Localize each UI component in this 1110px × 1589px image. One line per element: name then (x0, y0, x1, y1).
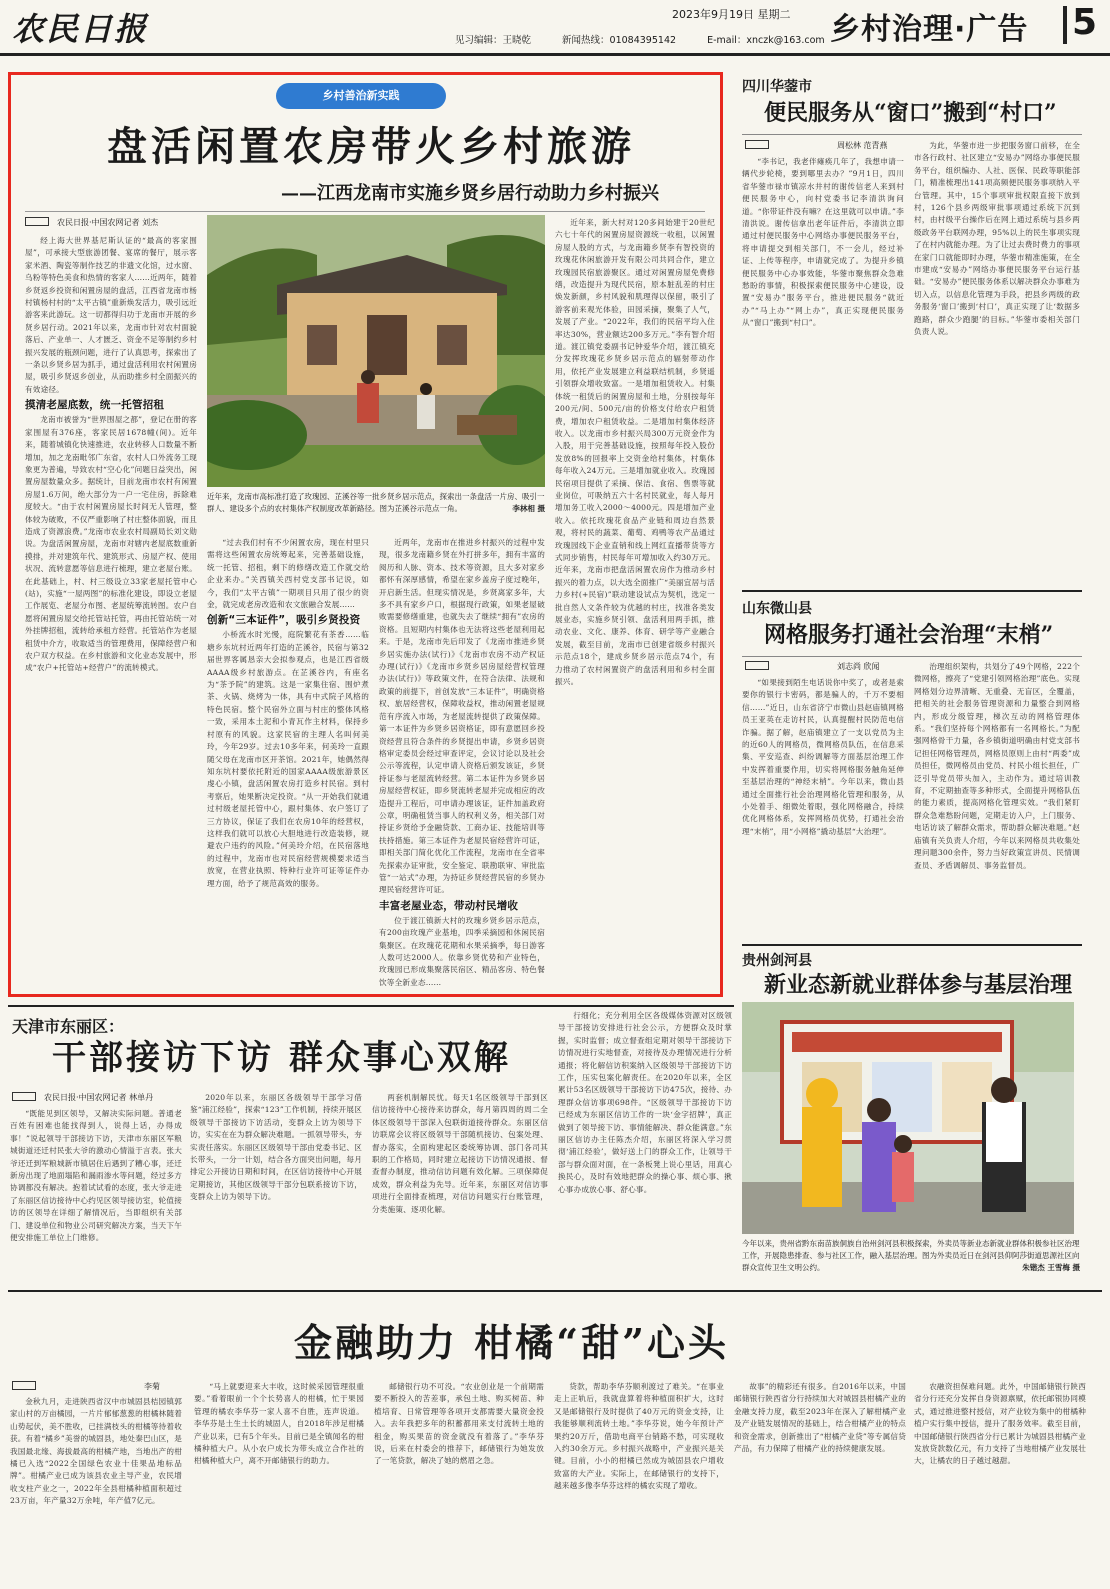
divider (8, 1290, 1102, 1292)
lead-column-4: 近年来，新大村对120多间始建于20世纪六七十年代的闲置房屋资源统一收租，以闲置房屋人股的方式，与龙南籍乡贤李有智投资的玫瑰花休闲旅游开发有限公司共同合作，建立玫瑰园民宿旅游聚区。通过对闲置房屋免费修缮，改造提升为现代民宿，原本脏乱差的村庄焕发新颜，乡村风貌和肌理得以保留，吸引了游客前来观光体验，田园采摘，聚集了人气，发展了产业。“2022年，我们的民宿平均入住率达30%，营业额达200多万元。”李有智介绍道。渡江镇党委副书记钟爱华介绍，渡江镇充分发挥玫瑰花乡贤乡居示范点的辐射带动作用，依托产业发展建立利益联结机制，乡贤遥引领群众增收致富。一是增加租赁收入。村集体统一租赁后的闲置房屋和土地，分别按每年200元/间、500元/亩的价格支付给农户租赁费，增加农户租赁收益。二是增加村集体经济收入。以龙南市乡村振兴局300万元资金作为入股，用于完善基础设施，按照每年投入股份发放8%的回报率上交资金给村集体，村集体每年收入24万元。三是增加就业收入。玫瑰园民宿项目提供了采摘、保洁、食宿、售票等就业岗位，可吸纳五六十名村民就业，每人每月增加务工收入2000～4000元。四是增加产业收入。依托玫瑰花食品产业链和周边自然景观，将村民的蔬菜、葡萄、鸡鸭等农产品通过玫瑰园线下企业直销和线上网红直播带货等方式同步销售，村民每年可增加收入约30万元。近年来，龙南市把盘活闲置农房作为推动乡村振兴的着力点，以大选全面推广“美丽宜居与活力乡村(+民宿)”联动建设试点为契机，选定一批自然人文条件较为优越的村庄，找准各类发展业态，实施乡贤引领、盘活利用两手抓，推动农业、文化、康养、体育、研学等产业融合发展，截至目前，龙南市已创建省级乡村振兴示范点18个，建成乡贤乡居示范点74个，有力推动了农村闲置资产的盘活利用和乡村全面振兴。 (555, 218, 715, 687)
lead-photo (207, 215, 545, 487)
lead-column-3: 近两年，龙南市在推进乡村振兴的过程中发现，很多龙南籍乡贤在外打拼多年，拥有丰富的阅历和人脉、资本、技术等资源，且大多对家乡都怀有深厚感情，希望在家乡盖房子度过晚年，开启新生活。但现实情况是，乡贤离家多年，大多不具有家乡户口，根据现行政策，如果老屋破败需要修缮重建，也就失去了继续“拥有”农房的资格。且短期内村集体也无法将这些老屋利用起来。于是，龙南市先后印发了《龙南市推进乡贤乡居实施办法(试行)》《龙南市农房不动产权证办理(试行)》《龙南市乡贤乡居房屋经营权管理办法(试行)》等政策文件，在符合法律、法规和政策的前提下，首创发放“三本证件”，明确资格权、旅居经营权，保障收益权，推动闲置老屋规范有序流入市场，为老屋流转提供了政策保障。第一本证件为乡贤乡居资格证，即有意愿回乡投资经营且符合条件的乡贤提出申请，乡贤乡居资格审定委员会经过审查评定，会议讨论以及社会公示等流程，认定申请人资格后颁发该证，乡贤持证参与老屋流转经营。第二本证件为乡贤乡居房屋经营权证，即乡贤流转老屋并完成相应的改造提升工程后，可申请办理该证，证件加盖政府公章，明确租赁当事人的权利义务，相关部门对持证乡贤给予金融贷款、工商办证、技能培训等扶持措施。第三本证件为老屋民宿经营许可证，即相关部门简化优化工作流程，龙南市在全省率先探索办证审批，安全鉴定、联勘联审、审批监管“一站式”办理，为持证乡贤经营民宿的乡贤办理民宿经营许可证。 丰富老屋业态，带动村民增收 位于渡江镇新大村的玫瑰乡贤乡居示范点，有200亩玫瑰产业基地，四季采摘园和休闲民宿集聚区。在玫瑰花花期和水果采摘季，每日游客人数可达2000人。依靠乡贤优势和产业特色，玫瑰园已形成集聚落民宿区、精品客房、特色餐饮等全新业态…… (379, 538, 545, 987)
lead-subheadline: ——江西龙南市实施乡贤乡居行动助力乡村振兴 (281, 183, 659, 204)
subhead-1: 摸清老屋底数，统一托管招租 (25, 399, 165, 412)
divider (742, 944, 1082, 946)
divider (742, 656, 1082, 657)
tianjin-headline: 干部接访下访 群众事心双解 (52, 1038, 511, 1078)
lead-column-2: “过去我们村有不少闲置农房，现在村里只需将这些闲置农房统筹起来，完善基础设施，统一托管、招租，剩下的修缮改造工作就交给企业来办。”关西镇关西村党支部书记说，如今，我们“太平古镇”一期项目只用了很少的资金，就完成老房改造和农文旅融合发展…… 创新“三本证件”，吸引乡贤投资 小桥流水时光慢，庭院繁花有茶香……临塘乡东坑村近两年打造的芷溪谷，民宿与第32届世界客属恳亲大会拟参观点，也是江西省级AAAA级乡村旅游点。在芷溪谷内，有座名为“茶予院”的建筑。这是一家集住宿、围炉煮茶、火锅、烧烤为一体，具有中式院子风格的特色民宿。整个民宿外立面与村庄的整体风格一致，采用本土泥和小青瓦作主材料，保持乡村原有的风貌。这家民宿的主理人名叫何美玲，今年29岁。过去10多年来，何美玲一直跟随父母在龙南市区开茶馆。2021年，她偶然得知东坑村要依托附近的国家AAAA级旅游景区虔心小镇，盘活闲置农房打造乡村民宿。到村考察后，她果断决定投资。“从一开始我们就通过村级老屋托管中心，跟村集体、农户签订了三方协议，保证了我们在农房10年的经营权，这样我们就可以放心大胆地进行改造装修，规避农户违约的风险。”何美玲介绍，在民宿落地的过程中，龙南市也对民宿经营规模要求适当放宽，在营业执照、特种行业许可证等证件办理方面，给予了规范高效的服务。 (207, 538, 369, 888)
divider (742, 134, 1082, 135)
lead-story (8, 72, 723, 997)
finance-byline: 李菊 (12, 1381, 160, 1392)
shandong-column-1: “如果接到陌生电话说你中奖了，或者是索要你的银行卡密码，都是骗人的，千万不要相信……”近日，山东省济宁市微山县赵庙镇网格员王亚英在走访村民，认真提醒村民防范电信诈骗。据了解，赵庙镇建立了一支以党员为主的近60人的网格员，微网格员队伍，在信息采集、平安巡查、纠纷调解等方面基层治理工作中发挥着重要作用，切实将网格服务触角延伸至基层治理的“神经末梢”。今年以来，微山县通过全面推行社会治理网格化管理和服务，从小处着手、细微处着眼，强化网格融合，持续优化网格体系，发挥网格员优势，打通社会治理“末梢”，用“小网格”撬动基层“大治理”。 (742, 678, 904, 836)
divider (8, 1005, 734, 1007)
email: E-mail：xnczk@163.com (707, 35, 825, 46)
guizhou-place: 贵州剑河县 (742, 953, 812, 969)
subhead-2: 创新“三本证件”，吸引乡贤投资 (207, 614, 361, 627)
section-title: 乡村治理·广告 (830, 12, 1029, 47)
tianjin-byline: 农民日报·中国农网记者 林单丹 (12, 1092, 153, 1103)
finance-column-5: 故事”的精彩还有很多。自2016年以来，中国邮储银行陕西省分行持续加大对城固县柑橘产业的金融支持力度，截至2023年在深入了解柑橘产业及产业链发展情况的基础上，结合柑橘产业的特点和资金需求，创新推出了“柑橘产业贷”等专属信贷产品，有力保障了柑橘产业的持续健康发展。 (734, 1382, 906, 1454)
sichuan-column-1: “李书记，我老伴瘫痪几年了，我想申请一辆代步轮椅，要到哪里去办？”9月1日，四川省华蓥市禄市镇凉水井村的谢传信老人来到村便民服务中心，向村党委书记李清洪询问道。“你带证件没有嘛？在这里就可以申请。”李清洪说。谢传信拿出老年证件后，李清洪立即通过村便民服务中心网络办事便民服务平台，将申请提交到相关部门，不一会儿，经过补证、上传等程序，申请就完成了。为提升乡镇便民服务中心办事效能，华蓥市聚焦群众急难愁盼的事情，积极探索便民服务中心建设，设置“安易办”服务平台，推进便民服务“就近办”“马上办”“网上办”，真正实现便民服务从“窗口”搬到“村口”。 (742, 157, 904, 328)
page-divider (1063, 6, 1067, 44)
masthead-meta (455, 32, 853, 46)
subhead-3: 丰富老屋业态，带动村民增收 (379, 899, 519, 912)
tianjin-column-1: “既能见到区领导，又解决实际问题。普通老百姓有困难也能找得到人，说得上话，办得成事！”说起领导干部接访下访，天津市东丽区军粮城街道还迁村民张大爷的激动心情溢于言表。张大爷还迁到军粮城新市镇居住后遇到了糟心事，还迁新房出现了地面塌陷和漏雨渗水等问题，经过多方协调都没有解决。抱着试试看的态度，张大爷走进了东丽区信访接待中心约见区领导接访室，轮值接访的区领导在详细了解情况后，当即组织有关部门、建设单位和物业公司研究解决方案，当天下午便安排施工单位上门维修。 (10, 1109, 182, 1243)
finance-column-6: 农融资担保难问题。此外，中国邮储银行陕西省分行还充分发挥自身资源禀赋，依托邮银协同模式，通过推进整村授信，对产业较为集中的柑橘种植户实行集中授信，提升了服务效率。截至目前，中国邮储银行陕西省分行已累计为城固县柑橘产业发放贷款数亿元，有力支持了当地柑橘产业发展壮大，让橘农的日子越过越甜。 (914, 1382, 1086, 1466)
column-tag: 乡村善治新实践 (276, 83, 446, 109)
finance-column-3: 邮储银行功不可没。“农业创业是一个前期需要不断投入的苦差事，承包土地、购买树苗、种植培育、日常管理等各项开支都需要大量资金投入。去年我把多年的积蓄都用来支付流转土地的租金，购买果苗的资金就没有着落了。”李华芬说，后来在村委会的推荐下，邮储银行为她发放了一笔贷款，解决了她的燃眉之急。 (374, 1382, 544, 1466)
lead-column-1: 经上海大世界基尼斯认证的“最高的客家围屋”，可承接大型旅游团餐、宴席的餐厅，展示客家米酒、陶瓷等制作技艺的非遗文化馆，过水窗、乌粉等特色美食和热情的客家人……近两年，随着乡贤返乡投资和闲置房屋的盘活，江西省龙南市杨村镇杨村村的“太平古镇”重新焕发活力，吸引远近游客来此游玩。这一切都得归功于龙南市开展的乡贤乡居行动。2021年以来，龙南市针对农村面貌落后、产业单一、人才匮乏、资金不足等制约乡村振兴发展的瓶颈问题，进行了认真思考，探索出了一条以乡贤乡居为抓手，通过盘活利用农村闲置房屋，吸引乡贤返乡创业，从而助推乡村全面振兴的有效途径。 摸清老屋底数，统一托管招租 龙南市被誉为“世界围屋之都”，登记在册的客家围屋有376座，客家民居1678幢(间)。近年来，随着城镇化快速推进，农业转移人口数量不断增加，加之龙南毗邻广东省，农村人口外流务工现象更为普遍，导致农村“空心化”问题日益突出，闲置房屋数量众多。据统计，目前龙南市农村有闲置房屋1.6万间，绝大部分为一户一宅住房，拆除难度较大。“由于农村闲置房屋长时间无人管理，整体较为破败，不仅严重影响了村庄整体面貌，而且造成了资源浪费。”龙南市农业农村局副局长刘文勋说。为盘活闲置房屋，龙南市对辖内老屋底数重新摸排，并对建筑年代、建筑形式、房屋产权、使用状况、流转意愿等信息进行梳理，建立老屋台账。在此基础上，村、村三级设立33家老屋托管中心(站)，实施“一屋两图”的标准化建设，即设立老屋工作展览、老屋分布图、老屋统筹流转图。农户自愿将闲置房屋交给托管站托管，再由托管站统一对外挂牌招租，流转给承租方经营。托管站作为老屋租赁中介方，收取适当的管理费用，保障经营户和农户双方权益。在乡村旅游和文化业态发展中，形成“农户+托管站+经营户”的流转模式。 (25, 236, 197, 673)
page-number: 5 (1072, 2, 1098, 43)
divider (25, 211, 705, 212)
sichuan-place: 四川华蓥市 (742, 79, 812, 95)
divider (742, 590, 1082, 592)
tianjin-column-2: 2020年以来，东丽区各级领导干部学习借鉴“浦江经验”，探索“123”工作机制，持续开展区级领导干部接访下访活动，变群众上访为领导下访，实实在在为群众解决难题。一抓领导带头，夯实责任落实。东丽区区级领导干部由党委书记、区长带头，一分一计划，结合各方面突出问题，每月排定公开接访日期和时间，在区信访接待中心开展定期接访，其他区级领导干部分包联系接访下访，变群众上访为领导下访。 (190, 1093, 362, 1202)
finance-headline: 金融助力 柑橘“甜”心头 (294, 1320, 729, 1365)
lead-byline: 农民日报·中国农网记者 刘杰 (25, 217, 158, 228)
editor: 见习编辑：王晓乾 (455, 35, 532, 46)
delivery-worker-image (742, 1002, 1074, 1234)
shandong-byline: 刘志尚 欣闻 (745, 661, 880, 672)
tianjin-column-3: 两套机制解民忧。每天1名区级领导干部到区信访接待中心接待来访群众，每月第四周的周二全体区级领导干部深入包联街道接待群众。东丽区信访联席会议将区级领导干部随机接访、包案处理、督办落实，全面构建起区委统筹协调、部门各司其职的工作格局，同时建立起接访下访情况通报、督查督办制度，推动信访问题有效化解。三项保障促成效，群众利益为先导。近年来，东丽区对信访事项进行全面排查梳理，对信访问题实行台账管理，分类施策、逐项化解。 (372, 1093, 548, 1214)
photo-credit: 朱锴杰 王雪梅 摄 (1022, 1263, 1080, 1272)
hotline: 新闻热线：01084395142 (562, 35, 677, 46)
finance-column-1: 金秋九月，走进陕西省汉中市城固县桔园镇郭家山村的万亩橘园，一片片郁郁葱葱的柑橘林随着山势起伏，美不胜收，已挂满枝头的柑橘等待着收获。有着“橘乡”美誉的城固县，地处秦巴山区，是我国最北缘、海拔最高的柑橘产地，当地出产的柑橘已入选“2022全国绿色农业十佳果品地标品牌”。柑橘产业已成为该县农业主导产业，农民增收支柱产业之一，2022年全县柑橘种植面积超过23万亩，年产量32万余吨，年产值7亿元。 (10, 1397, 182, 1506)
newspaper-logo: 农民日报 (12, 10, 149, 48)
tianjin-place: 天津市东丽区： (12, 1017, 125, 1036)
village-house-image (207, 215, 545, 487)
sichuan-column-2: 为此，华蓥市进一步把服务窗口前移，在全市各行政村、社区建立“安易办”网络办事便民服务平台，组织编办、人社、医保、民政等职能部门，精准梳理出141项高频便民服务事项纳入平台管理。其中，15个事项审批权限直接下放到村，126个县乡两级审批事项通过系统下沉到村，由村级平台操作后在网上通过系统与县乡两级政务平台联网办理，95%以上的民生事项实现了在村内就能办理。为了让过去费时费力的事项在家门口就能即时办理，华蓥市精准施策，在全市建成“安易办”网络办事便民服务平台运行基础。“安易办”便民服务体系以解决群众办事难为切入点，以信息化管理为手段，把县乡两级的政务服务‘窗口’搬到‘村口’，真正实现了让‘数据多跑路，群众少跑腿’的目标。”华蓥市委相关部门负责人说。 (914, 141, 1080, 337)
finance-column-4: 贷款，帮助李华芬顺利渡过了难关。“在事业走上正轨后，我就盘算着将种植面积扩大，这时又是邮储银行及时提供了40万元的资金支持，让我能够顺利流转土地。”李华芬说，她今年预计产果约20万斤，借助电商平台销路不愁，可实现收入约30余万元。乡村振兴战略中，产业振兴是关键。目前，小小的柑橘已然成为城固县农户增收致富的大产业。实际上，在邮储银行的支持下，越来越多像李华芬这样的橘农实现了增收。 (554, 1382, 724, 1491)
masthead (0, 0, 1110, 56)
lead-photo-caption: 近年来，龙南市高标准打造了玫瑰园、芷溪谷等一批乡贤乡居示范点，探索出一条盘活一片房、吸引一群人、建设多个点的农村集体产权制度改革新路径。图为芷溪谷示范点一角。 李林相 摄 (207, 492, 545, 513)
shandong-column-2: 治理组织架构，共划分了49个网格，222个微网格，擦亮了“党建引领网格治理”底色。实现网格划分边界清晰、无重叠、无盲区，全覆盖，把相关的社会服务管理资源和力量整合到网格内，形成分级管理，梯次互动的网格管理体系。“我们坚持每个网格都有一名网格长。”为配强网格骨干力量，各乡镇街道明确由村党支部书记担任网格管理员，网格员原则上由村“两委”成员担任，微网格员由党员、村民小组长担任，广泛引导党员带头加入，主动作为。通过培训教育，不定期抽查等多种形式，全面提升网格队伍的能力素质，提高网格化管理实效。“我们紧盯群众急难愁盼问题，定期走访入户，上门服务、电话访谈了解群众需求，帮助群众解决难题。”赵庙镇有关负责人介绍，今年以来网格员共收集处理问题300余件，努力当好政策宣讲员、民情调查员、矛盾调解员、事务监督员。 (914, 662, 1080, 870)
photo-credit: 李林相 摄 (512, 504, 545, 513)
guizhou-photo (742, 1002, 1074, 1234)
shandong-headline: 网格服务打通社会治理“末梢” (764, 622, 1054, 648)
finance-column-2: “马上就要迎来大丰收，这时候采园管理很重要。”看着眼前一个个长势喜人的柑橘，忙于果园管理的橘农李华芬一家人喜不自胜，连声说道。李华芬是土生土长的城固人，自2018年涉足柑橘产业以来，已有5个年头。目前已是全镇闻名的柑橘种植大户。从小农户成长为带头成立合作社的柑橘种植大户，离不开邮储银行的助力。 (194, 1382, 364, 1466)
guizhou-caption: 今年以来，贵州省黔东南苗族侗族自治州剑河县积极探索，外卖员等新业态新就业群体积极参社区治理工作，开展隐患排查、参与社区工作，融入基层治理。图为外卖员近日在剑河县仰阿莎街道思源社区向群众宣传卫生文明公约。 朱锴杰 王雪梅 摄 (742, 1239, 1080, 1272)
sichuan-headline: 便民服务从“窗口”搬到“村口” (764, 100, 1057, 126)
guizhou-headline: 新业态新就业群体参与基层治理 (764, 972, 1073, 998)
sichuan-byline: 周松林 范青燕 (745, 140, 888, 151)
tianjin-column-4: 行细化；充分利用全区各级媒体资源对区级领导干部接访安排进行社会公示，方便群众及时掌握，实时监督；成立督查组定期对领导干部接访下访情况进行实地督查，对接待及办理情况进行分析通报；将化解信访积案纳入区级领导干部接访下访工作，压实包案化解责任。在2020年以来，全区累计53名区级领导干部接访下访475次，接待、办理群众信访事项698件。“区级领导干部接访下访已经成为东丽区信访工作的一块‘金字招牌’，真正做到了领导接下访、事情能解决、群众能满意。”东丽区信访办主任陈杰介绍，东丽区将深入学习贯彻‘浦江经验’，做好送上门的群众工作，让领导干部与群众面对面，在一条板凳上说心里话，用真心换民心，及时有效地把群众的操心事、烦心事、揪心事办成放心事、舒心事。 (558, 1011, 732, 1194)
shandong-place: 山东微山县 (742, 601, 812, 617)
issue-date: 2023年9月19日 星期二 (672, 8, 791, 21)
lead-headline: 盘活闲置农房带火乡村旅游 (107, 123, 635, 170)
